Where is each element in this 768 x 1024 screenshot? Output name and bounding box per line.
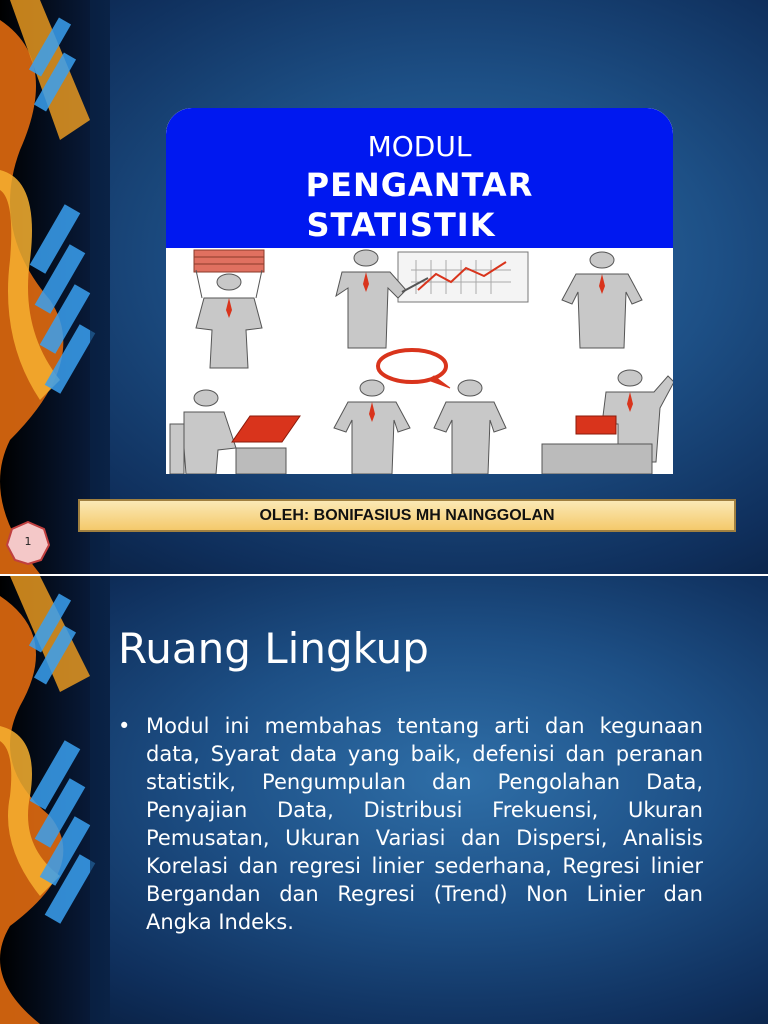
title-header xyxy=(166,108,673,248)
title-line-2: STATISTIK xyxy=(306,206,496,244)
decorative-side-graphic xyxy=(0,576,110,1024)
standing-person-icon xyxy=(562,252,642,348)
author-banner xyxy=(78,499,736,532)
title-card xyxy=(166,108,673,474)
bullet-text: Modul ini membahas tentang arti dan kegunaan data, Syarat data yang baik, defenisi dan peranan statistik, Pengumpulan dan Pengolahan Data, Penyajian Data, Distribusi Frekuensi, Ukuran Pemusatan, Ukuran Variasi dan Dispersi, Analisis Korelasi dan regresi linier sederhana, Regresi linier Bergandan dan Regresi (Trend) Non Linier dan Angka Indeks. xyxy=(146,714,703,934)
slide-heading: Ruang Lingkup xyxy=(118,624,429,673)
person-at-desk-icon xyxy=(170,390,300,474)
speech-bubble-icon xyxy=(378,350,450,388)
title-line-1: PENGANTAR xyxy=(305,166,534,204)
person-with-briefcase-icon xyxy=(542,370,673,474)
decorative-side-graphic xyxy=(0,0,110,574)
two-people-talking-icon xyxy=(334,380,506,474)
content-slide xyxy=(0,576,768,1024)
author-name: OLEH: BONIFASIUS MH NAINGGOLAN xyxy=(259,507,555,524)
person-carrying-books-icon xyxy=(194,250,264,368)
presenter-with-chart-icon xyxy=(336,250,528,348)
title-label: MODUL xyxy=(367,130,472,163)
business-people-illustration xyxy=(166,248,673,474)
slide-number: 1 xyxy=(24,535,32,548)
bullet-marker: • xyxy=(118,714,131,738)
